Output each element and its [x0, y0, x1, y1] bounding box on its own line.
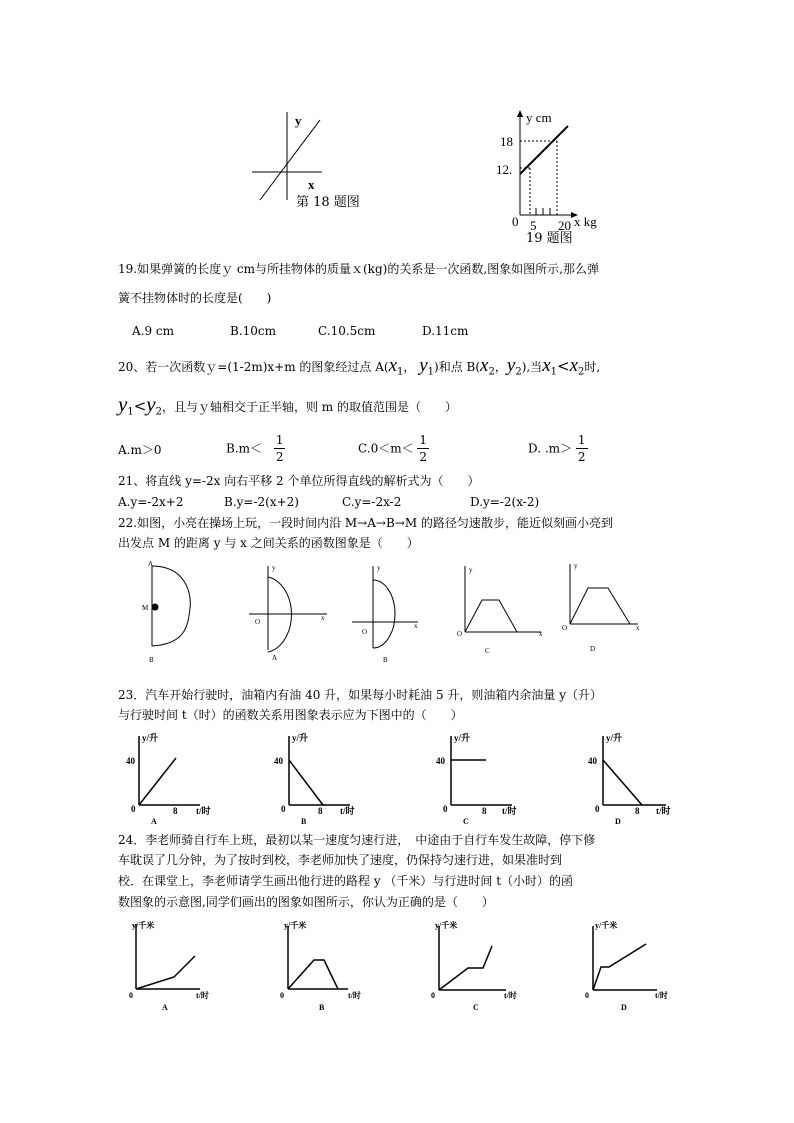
- q24-line3: 校．在课堂上，李老师请学生画出他行进的路程 y （千米）与行进时间 t（小时）的函: [118, 874, 574, 888]
- q23-a-xlabel: t/时: [196, 806, 211, 816]
- fig19-y-arrow: [517, 110, 523, 117]
- q23-d-ytick: 40: [588, 756, 597, 766]
- q23-d-origin: 0: [595, 804, 600, 814]
- fig19-y-label: y cm: [526, 110, 552, 125]
- q22-line1: 22.如图，小亮在操场上玩，一段时间内沿 M→A→B→M 的路径匀速散步，能近似刻画小亮到: [118, 516, 613, 530]
- q22-d-x: x: [636, 624, 640, 632]
- q23-a-ylabel: y/升: [142, 733, 159, 743]
- q23-a-letter: A: [151, 817, 157, 826]
- q24-d-ylabel: y/千米: [595, 921, 618, 930]
- q23-b-origin: 0: [281, 804, 286, 814]
- fig19-ticks: [536, 208, 550, 215]
- q20-line2: [118, 392, 457, 420]
- q20-text-2: )和点 B(: [434, 360, 481, 374]
- q24-option-c-graph: [420, 916, 520, 1016]
- q23-d-letter: D: [615, 817, 621, 826]
- fig19-caption: 19 题图: [526, 231, 573, 246]
- q19-option-b: B.10cm: [230, 324, 277, 338]
- q20-y2-sub: 2: [515, 366, 522, 378]
- q23-option-c-graph: [430, 730, 530, 830]
- q22-d-letter: D: [590, 645, 596, 653]
- q20-l2-lt: <: [133, 397, 147, 415]
- q20-x1-sub: 1: [397, 366, 404, 378]
- q20-c-num: 1: [419, 433, 428, 447]
- q23-a-xtick: 8: [173, 806, 178, 816]
- q20-l2-y2: y: [146, 392, 156, 416]
- q23-d-ylabel: y/升: [606, 733, 623, 743]
- q24-line4: 数图象的示意图,同学们画出的图象如图所示，你认为正确的是（ ）: [118, 895, 494, 909]
- q22-option-d-graph: [560, 560, 645, 660]
- q23-c-xtick: 8: [482, 806, 487, 816]
- q24-a-letter: A: [162, 1003, 168, 1012]
- q22-b-o: O: [362, 628, 368, 636]
- q20-y2: y: [506, 355, 516, 376]
- q24-d-origin: 0: [585, 991, 589, 1000]
- q22-option-c-graph: [455, 560, 550, 660]
- q23-a-origin: 0: [131, 804, 136, 814]
- q24-b-origin: 0: [280, 991, 284, 1000]
- q20-x2b-sub: 2: [578, 366, 585, 378]
- q20-option-c-label: C.0＜m＜: [358, 441, 414, 456]
- q20-x1: x: [388, 355, 398, 376]
- q20-text-1: 20、若一次函数ｙ=(1-2m)x+m 的图象经过点 A(: [118, 360, 389, 374]
- q22-b-y: y: [377, 564, 381, 572]
- fig18-caption: 第 18 题图: [296, 195, 360, 210]
- q24-c-ylabel: y/千米: [435, 921, 458, 930]
- q23-c-xlabel: t/时: [502, 806, 517, 816]
- q24-line2: 车耽误了几分钟，为了按时到校，李老师加快了速度，仍保持匀速行进，如果准时到: [118, 853, 563, 867]
- q20-option-a: A.m＞0: [118, 443, 162, 457]
- q24-b-xlabel: t/时: [348, 991, 361, 1000]
- q23-c-ytick: 40: [436, 756, 445, 766]
- q20-l2-y1-sub: 1: [127, 406, 134, 418]
- q20-b-num: 1: [275, 433, 284, 447]
- q20-d-den: 2: [577, 450, 586, 464]
- q21-option-c: C.y=-2x-2: [342, 495, 402, 509]
- fig19-tick-5: 5: [530, 218, 537, 233]
- q23-line1: 23．汽车开始行驶时，油箱内有油 40 升，如果每小时耗油 5 升，则油箱内余油量 y（升）: [118, 688, 603, 702]
- q19-line2: 簧不挂物体时的长度是( ): [118, 291, 272, 305]
- q24-a-origin: 0: [129, 991, 133, 1000]
- q23-c-ylabel: y/升: [454, 733, 471, 743]
- q23-d-xtick: 8: [635, 806, 640, 816]
- fig19-tick-20: 20: [558, 218, 571, 233]
- q24-a-xlabel: t/时: [196, 991, 209, 1000]
- q21-line: 21、将直线 y=-2x 向右平移 2 个单位所得直线的解析式为（ ）: [118, 474, 480, 488]
- q19-line1: 19.如果弹簧的长度ｙ cm与所挂物体的质量ｘ(kg)的关系是一次函数,图象如图所示,那么弹: [118, 262, 599, 276]
- q22-label-b: B: [149, 656, 154, 664]
- q22-option-a-graph: [245, 562, 335, 662]
- q22-c-y: y: [469, 566, 473, 574]
- q20-y1: y: [419, 355, 428, 376]
- q20-l2-y2-sub: 2: [155, 406, 162, 418]
- q24-d-xlabel: t/时: [655, 991, 668, 1000]
- q22-label-a: A: [148, 560, 154, 568]
- q23-c-origin: 0: [443, 804, 448, 814]
- q21-option-b: B.y=-2(x+2): [224, 495, 299, 509]
- q20-option-c: [358, 432, 429, 465]
- q20-text-4: 时,: [584, 360, 601, 374]
- q24-d-letter: D: [621, 1003, 627, 1012]
- q24-c-xlabel: t/时: [504, 991, 517, 1000]
- q24-option-d-graph: [575, 916, 675, 1016]
- q24-c-origin: 0: [431, 991, 435, 1000]
- q23-option-b-graph: [268, 730, 368, 830]
- q22-a-o: O: [255, 618, 261, 626]
- q23-a-ytick: 40: [126, 756, 135, 766]
- q20-comma-2: ，: [494, 360, 507, 374]
- q19-option-c: C.10.5cm: [318, 324, 376, 338]
- q20-option-d-label: D. .m＞: [528, 441, 573, 456]
- q20-b-den: 2: [275, 450, 284, 464]
- q20-option-b: [226, 432, 285, 465]
- q20-lt: <: [557, 357, 570, 375]
- q20-option-d: [528, 432, 588, 465]
- q22-path-figure: [140, 558, 200, 668]
- q23-c-letter: C: [463, 817, 469, 826]
- q20-x2b: x: [569, 355, 579, 376]
- q24-a-ylabel: y/千米: [132, 921, 155, 930]
- q23-option-d-graph: [582, 730, 682, 830]
- q22-d-o: O: [562, 624, 568, 632]
- q20-c-den: 2: [419, 450, 428, 464]
- q21-option-d: D.y=-2(x-2): [470, 495, 540, 509]
- q23-d-xlabel: t/时: [656, 806, 671, 816]
- q24-b-letter: B: [319, 1003, 325, 1012]
- q20-y1-sub: 1: [427, 366, 435, 378]
- q24-b-ylabel: y/千米: [284, 921, 307, 930]
- q22-b-x: x: [414, 622, 418, 630]
- q23-b-ylabel: y/升: [292, 733, 309, 743]
- q20-line1: [118, 355, 601, 380]
- fig19-graph: [490, 108, 610, 233]
- q19-option-a: A.9 cm: [132, 324, 175, 338]
- q20-text-3: ),当: [521, 360, 543, 374]
- fig19-x-label: x kg: [574, 214, 597, 229]
- q20-l2-y1: y: [118, 392, 128, 416]
- q24-line1: 24．李老师骑自行车上班，最初以某一速度匀速行进， 中途由于自行车发生故障，停下修: [118, 833, 596, 847]
- q22-option-b-graph: [350, 562, 430, 667]
- fig19-line: [520, 126, 568, 174]
- q22-a-x: x: [321, 614, 325, 622]
- fig19-tick-12: 12.: [496, 162, 513, 177]
- q22-label-m: M: [142, 604, 149, 612]
- q22-b-letter: B: [383, 656, 388, 664]
- q20-option-d-frac: [576, 432, 588, 465]
- q23-line2: 与行驶时间 t（时）的函数关系用图象表示应为下图中的（ ）: [118, 708, 463, 722]
- fig18-x-label: x: [308, 177, 315, 192]
- q24-option-a-graph: [118, 916, 218, 1016]
- q23-b-letter: B: [301, 817, 307, 826]
- q20-d-num: 1: [577, 433, 586, 447]
- q22-c-o: O: [457, 630, 463, 638]
- q20-option-b-frac: [274, 432, 286, 465]
- q20-l2-text: ，且与ｙ轴相交于正半轴，则 m 的取值范围是（ ）: [161, 400, 457, 414]
- q22-point-m: [152, 604, 159, 611]
- q20-x2-sub: 2: [488, 366, 495, 378]
- q21-option-a: A.y=-2x+2: [118, 495, 184, 509]
- q20-x2: x: [480, 355, 489, 376]
- q23-b-ytick: 40: [274, 756, 283, 766]
- q22-c-letter: C: [485, 647, 490, 655]
- q22-line2: 出发点 M 的距离 y 与 x 之间关系的函数图象是（ ）: [118, 536, 419, 550]
- q23-b-xtick: 8: [318, 806, 323, 816]
- fig19-tick-18: 18: [500, 134, 513, 149]
- q24-c-letter: C: [473, 1003, 479, 1012]
- q22-a-y: y: [272, 564, 276, 572]
- q20-comma-1: ，: [403, 360, 416, 374]
- q20-option-b-label: B.m＜: [226, 441, 263, 456]
- q24-option-b-graph: [268, 916, 368, 1016]
- q22-c-x: x: [539, 630, 543, 638]
- q23-b-xlabel: t/时: [340, 806, 355, 816]
- q23-option-a-graph: [118, 730, 218, 830]
- q20-x1b: x: [542, 355, 551, 376]
- q20-option-c-frac: [417, 432, 429, 465]
- q22-a-letter: A: [272, 654, 278, 662]
- q22-d-y: y: [574, 562, 578, 570]
- fig18-y-label: y: [295, 113, 302, 128]
- q19-option-d: D.11cm: [422, 324, 469, 338]
- q20-x1b-sub: 1: [550, 366, 557, 378]
- fig19-origin: 0: [512, 214, 519, 229]
